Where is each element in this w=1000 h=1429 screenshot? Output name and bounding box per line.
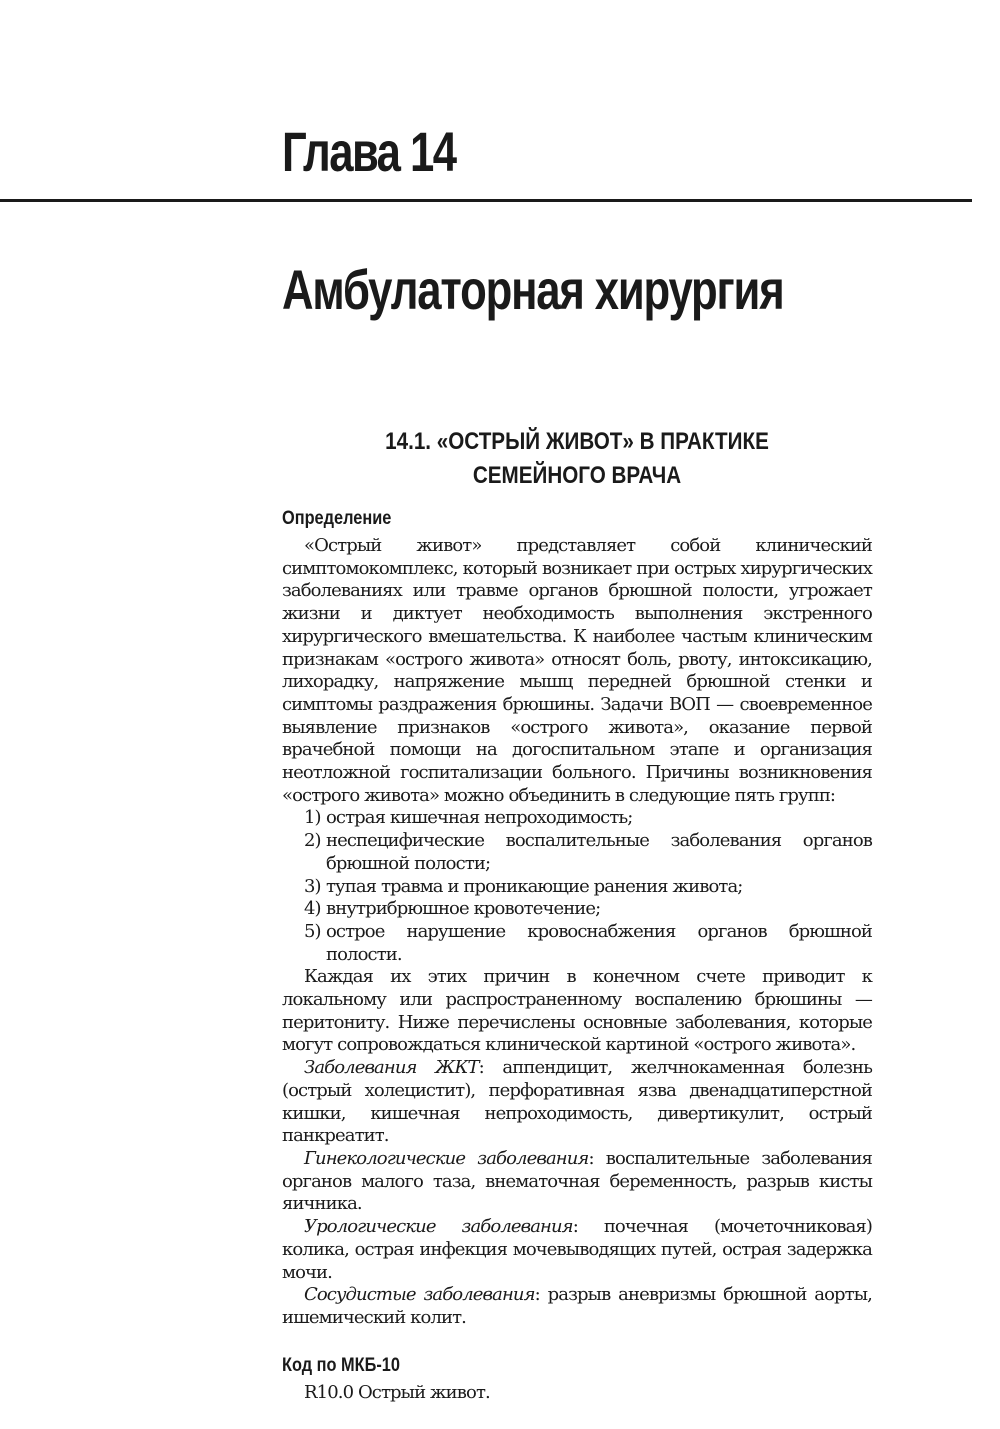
- chapter-title: Амбулаторная хирургия: [282, 258, 784, 321]
- peritonitis-paragraph: Каждая их этих причин в конечном счете приводит к локальному или распространенному воспалению брюшины — перитониту. Ниже перечислены основные заболевания, которые могут сопровождаться клинической картиной «острого живота».: [282, 966, 872, 1056]
- definition-heading: Определение: [282, 508, 392, 529]
- list-item: [282, 898, 872, 921]
- list-item: [282, 807, 872, 830]
- list-item: [282, 921, 872, 966]
- uro-diseases-text: : почечная (мочеточниковая) колика, острая инфекция мочевыводящих путей, острая задержка мочи.: [282, 1216, 872, 1283]
- list-item-number: 4): [304, 898, 321, 920]
- chapter-label: Глава 14: [282, 120, 456, 183]
- section-title-line-2: СЕМЕЙНОГО ВРАЧА: [472, 462, 682, 489]
- gyn-diseases-text: : воспалительные заболевания органов малого таза, внематочная беременность, разрыв кисты яичника.: [282, 1147, 872, 1215]
- gi-diseases-text: : аппендицит, желчнокаменная болезнь (острый холецистит), перфоративная язва двенадцатиперстной кишки, кишечная непроходимость, дивертикулит, острый панкреатит.: [282, 1057, 873, 1147]
- list-item-number: 2): [304, 830, 321, 852]
- uro-diseases-label: Урологические заболевания: [304, 1216, 573, 1238]
- definition-paragraph: «Острый живот» представляет собой клинический симптомокомплекс, который возникает при острых хирургических заболеваниях или травме органов брюшной полости, угрожает жизни и диктует необходимость выполнения экстренного хирургического вмешательства. К наиболее частым клиническим признакам «острого живота» относят боль, рвоту, интоксикацию, лихорадку, напряжение мышц передней брюшной стенки и симптомы раздражения брюшины. Задачи ВОП — своевременное выявление признаков «острого живота», оказание первой врачебной помощи на догоспитальном этапе и организация неотложной госпитализации больного. Причины возникновения «острого живота» можно объединить в следующие пять групп:: [282, 535, 872, 806]
- list-item-number: 3): [304, 875, 321, 897]
- causes-list: [282, 807, 872, 966]
- page-content: [282, 503, 872, 1404]
- chapter-divider: [0, 199, 972, 202]
- list-item-number: 1): [304, 807, 321, 829]
- vascular-diseases-text: : разрыв аневризмы брюшной аорты, ишемический колит.: [282, 1284, 872, 1328]
- gyn-diseases-label: Гинекологические заболевания: [304, 1147, 589, 1169]
- section-title-line-1: 14.1. «ОСТРЫЙ ЖИВОТ» В ПРАКТИКЕ: [385, 428, 769, 455]
- list-item-text: острое нарушение кровоснабжения органов брюшной полости.: [326, 920, 872, 965]
- gyn-diseases-paragraph: [282, 1148, 872, 1216]
- gi-diseases-paragraph: [282, 1057, 872, 1148]
- vascular-diseases-paragraph: [282, 1284, 872, 1329]
- list-item: [282, 830, 872, 875]
- icd-code-text: R10.0 Острый живот.: [304, 1381, 490, 1403]
- list-item-number: 5): [304, 920, 321, 942]
- vascular-diseases-label: Сосудистые заболевания: [304, 1284, 535, 1306]
- list-item: [282, 876, 872, 899]
- list-item-text: неспецифические воспалительные заболевания органов брюшной полости;: [326, 830, 872, 874]
- section-title: [282, 425, 872, 493]
- icd-heading: Код по МКБ-10: [282, 1354, 400, 1376]
- uro-diseases-paragraph: [282, 1216, 872, 1284]
- list-item-text: тупая травма и проникающие ранения живота;: [326, 875, 743, 897]
- list-item-text: острая кишечная непроходимость;: [326, 807, 633, 829]
- list-item-text: внутрибрюшное кровотечение;: [326, 898, 601, 920]
- gi-diseases-label: Заболевания ЖКТ: [304, 1057, 479, 1079]
